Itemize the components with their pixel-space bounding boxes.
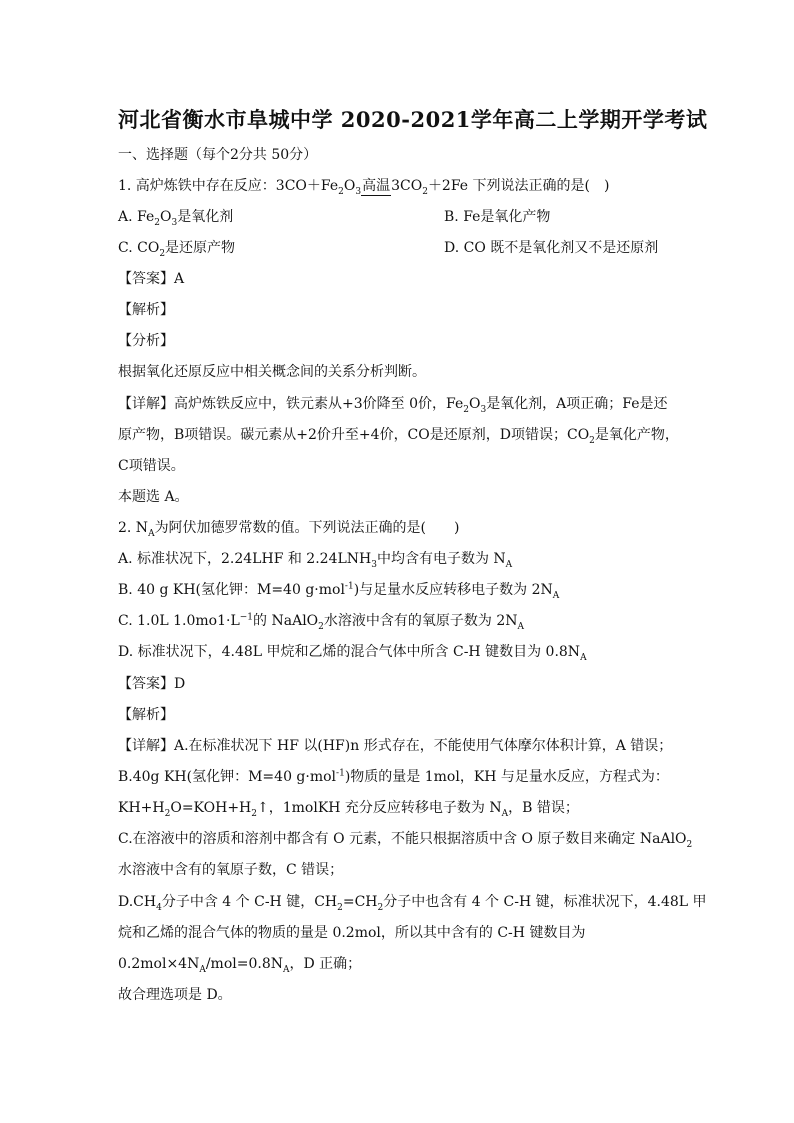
question-1-stem: 1. 高炉炼铁中存在反应：$3CO+Fe_2O_3$高温$3CO_2+2Fe$ 下列说法正确的是( ) <box>118 178 610 197</box>
question-2-option-c: C. 1.0L $1.0mo1\cdot L^{-1}$的 NaAlO$_2$水溶液中含有的氧原子数为 $2N_A$ <box>118 612 524 632</box>
question-2-analysis-label: 【解析】 <box>118 707 174 723</box>
question-2-detail-d-line-3: $0.2mol\times 4N_A/mol=0.8N_A$，D 正确； <box>118 956 362 975</box>
question-2-detail-c-line-2: 水溶液中含有的氧原子数，C 错误； <box>118 862 344 878</box>
question-2-stem: 2. $N_A$为阿伏加德罗常数的值。下列说法正确的是( ) <box>118 520 460 539</box>
question-2-detail-b-line-2: $KH+H_2O=KOH+H_2↑$，1molKH 充分反应转移电子数为 $N_A$，B 错误； <box>118 800 579 819</box>
question-2-option-b: B. 40 g KH(氢化钾：M=40 g·mol$^{-1}$)与足量水反应转移电子数为 $2N_A$ <box>118 581 560 601</box>
section-heading: 一、选择题（每个2分共 50分） <box>118 147 318 163</box>
question-2-detail-b-line-1: B.40g KH(氢化钾：M=40 g·mol$^{-1}$)物质的量是 1mol，KH 与足量水反应，方程式为： <box>118 768 669 785</box>
question-2-option-a: A. 标准状况下，2.24LHF 和 $2.24LNH_3$中均含有电子数为 $N_A$ <box>118 551 513 570</box>
question-1-option-d: D. CO 既不是氧化剂又不是还原剂 <box>444 240 659 256</box>
question-1-option-a: A. $Fe_2O_3$是氧化剂 <box>118 209 234 228</box>
question-2-option-d: D. 标准状况下，4.48L 甲烷和乙烯的混合气体中所含 C-H 键数目为 $0.8N_A$ <box>118 644 587 663</box>
question-2-detail-c-line-1: C.在溶液中的溶质和溶剂中都含有 O 元素，不能只根据溶质中含 O 原子数目来确定 NaAlO$_2$ <box>118 831 693 850</box>
question-2-detail-d-line-2: 烷和乙烯的混合气体的物质的量是 0.2mol，所以其中含有的 C-H 键数目为 <box>118 925 586 941</box>
question-2-answer: 【答案】D <box>118 676 186 692</box>
question-1-analysis-label: 【解析】 <box>118 302 174 318</box>
question-1-fenxi-text: 根据氧化还原反应中相关概念间的关系分析判断。 <box>118 364 426 380</box>
question-1-option-c: C. $CO_2$是还原产物 <box>118 240 236 259</box>
reaction-condition: 高温 <box>362 178 391 194</box>
question-1-option-b: B. Fe是氧化产物 <box>444 209 551 225</box>
question-1-detail-line-3: C项错误。 <box>118 458 185 474</box>
page-title: 河北省衡水市阜城中学 2020-2021学年高二上学期开学考试 <box>118 107 708 132</box>
question-1-detail-line-1: 【详解】高炉炼铁反应中，铁元素从+3价降至 0价，$Fe_2O_3$是氧化剂，A项正确；Fe是还 <box>118 396 668 415</box>
question-2-detail-d-line-1: $D.CH_4$分子中含 4 个 C-H 键，$CH_2=CH_2$分子中也含有 4 个 C-H 键，标准状况下，4.48L 甲 <box>118 894 707 913</box>
question-2-conclusion: 故合理选项是 D。 <box>118 987 232 1003</box>
question-1-detail-line-2: 原产物，B项错误。碳元素从+2价升至+4价，CO是还原剂，D项错误；$CO_2$是氧化产物， <box>118 427 679 446</box>
question-1-answer: 【答案】A <box>118 271 185 287</box>
question-1-conclusion: 本题选 A。 <box>118 489 189 505</box>
question-1-fenxi-label: 【分析】 <box>118 333 174 349</box>
question-2-detail-a: 【详解】A.在标准状况下 HF 以(HF)n 形式存在，不能使用气体摩尔体积计算，A 错误； <box>118 738 673 754</box>
